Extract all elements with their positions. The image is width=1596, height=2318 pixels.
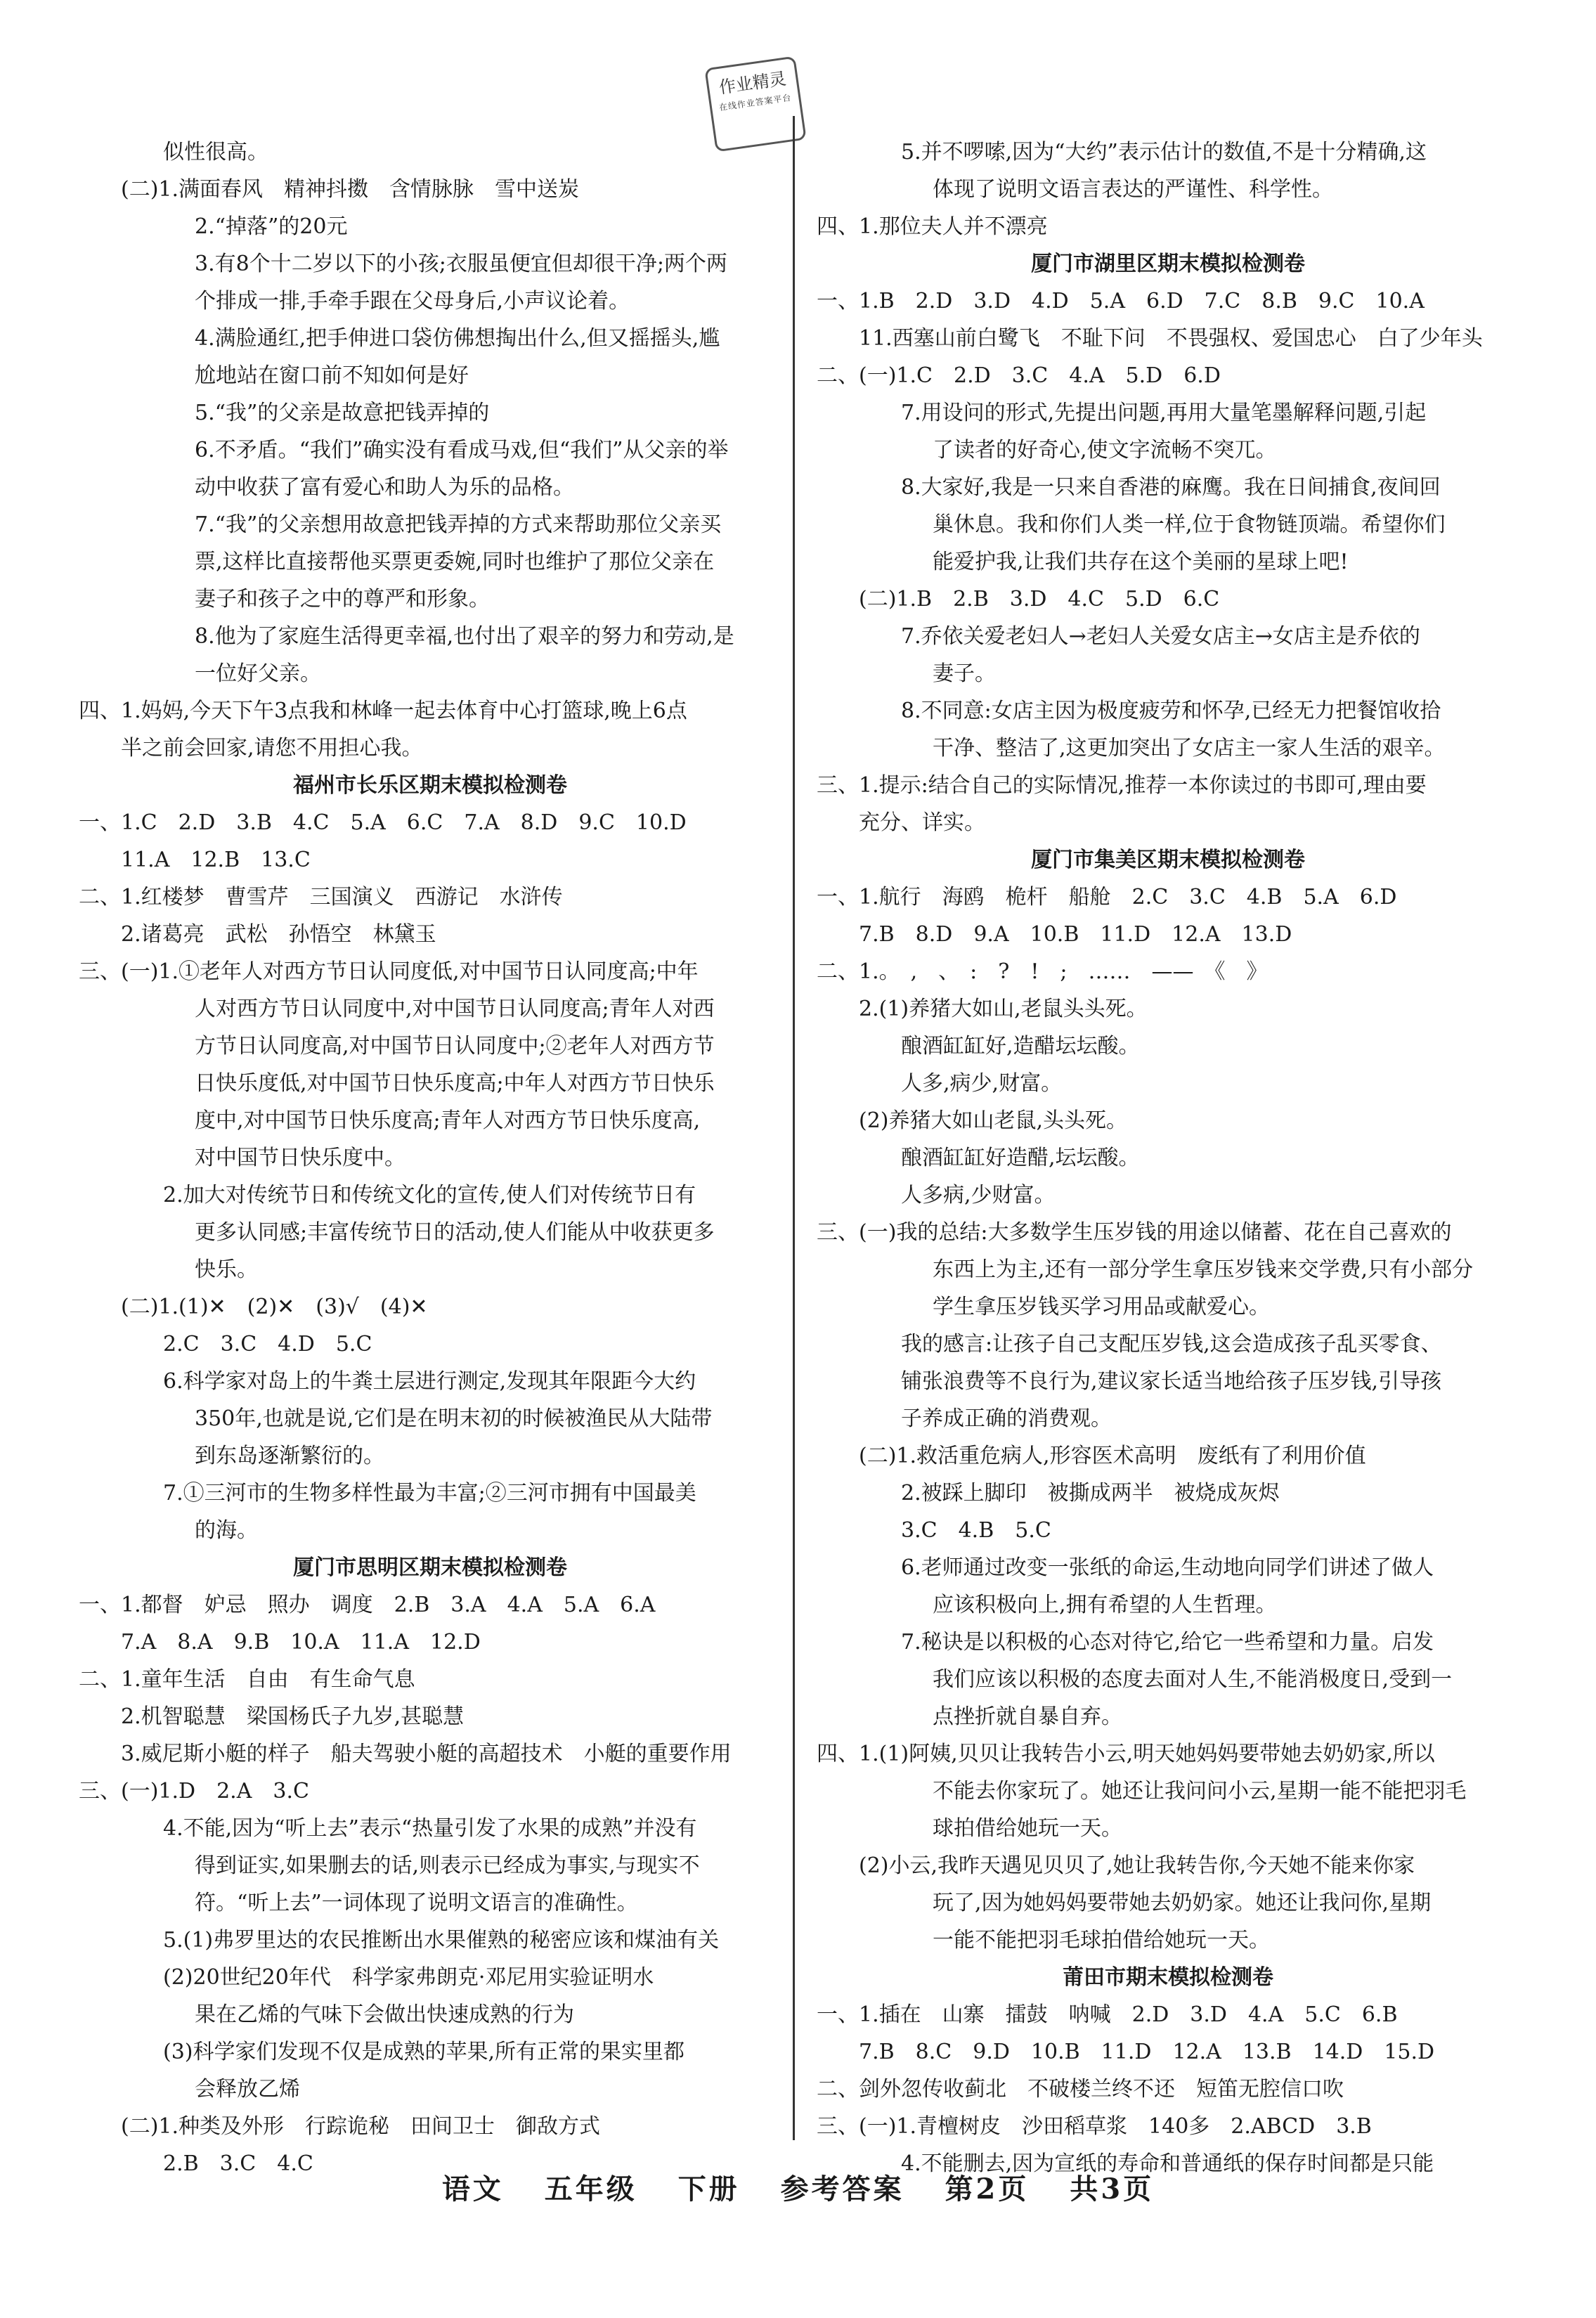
text-line: 7.B 8.C 9.D 10.B 11.D 12.A 13.B 14.D 15.D [859, 2040, 1435, 2064]
text-line: 方节日认同度高,对中国节日认同度中;②老年人对西方节 [195, 1034, 715, 1058]
text-line: 4.不能删去,因为宣纸的寿命和普通纸的保存时间都是只能 [901, 2151, 1434, 2176]
text-line: 日快乐度低,对中国节日快乐度高;中年人对西方节日快乐 [195, 1071, 715, 1096]
text-line: 8.不同意:女店主因为极度疲劳和怀孕,已经无力把餐馆收拾 [901, 699, 1441, 723]
text-line: 6.老师通过改变一张纸的命运,生动地向同学们讲述了做人 [901, 1555, 1434, 1580]
text-line: 7.用设问的形式,先提出问题,再用大量笔墨解释问题,引起 [901, 401, 1427, 425]
footer-grade: 五年级 [544, 2173, 637, 2206]
page-footer [0, 2167, 1596, 2207]
text-line: 人多病,少财富。 [901, 1183, 1056, 1207]
text-line: 2.(1)养猪大如山,老鼠头头死。 [859, 997, 1148, 1021]
text-line: 干净、整洁了,这更加突出了女店主一家人生活的艰辛。 [933, 736, 1446, 760]
text-line: 一、1.C 2.D 3.B 4.C 5.A 6.C 7.A 8.D 9.C 10.D [79, 810, 687, 835]
text-line: 6.不矛盾。“我们”确实没有看成马戏,但“我们”从父亲的举 [195, 438, 729, 462]
text-line: 尬地站在窗口前不知如何是好 [195, 363, 469, 388]
text-line: 4.满脸通红,把手伸进口袋仿佛想掏出什么,但又摇摇头,尴 [195, 326, 720, 351]
text-line: 2.机智聪慧 梁国杨氏子九岁,甚聪慧 [121, 1704, 465, 1729]
section-heading: 厦门市思明区期末模拟检测卷 [293, 1555, 567, 1580]
text-line: 人对西方节日认同度中,对中国节日认同度高;青年人对西 [195, 997, 715, 1021]
text-line: 2.B 3.C 4.C [163, 2151, 313, 2176]
text-line: 度中,对中国节日快乐度高;青年人对西方节日快乐度高, [195, 1108, 701, 1133]
text-line: 7.①三河市的生物多样性最为丰富;②三河市拥有中国最美 [163, 1481, 696, 1506]
footer-volume: 下册 [677, 2173, 740, 2206]
text-line: 充分、详实。 [859, 810, 985, 835]
section-heading: 厦门市湖里区期末模拟检测卷 [1031, 252, 1305, 276]
text-line: 三、1.提示:结合自己的实际情况,推荐一本你读过的书即可,理由要 [817, 773, 1427, 798]
text-line: 东西上为主,还有一部分学生拿压岁钱来交学费,只有小部分 [933, 1257, 1474, 1282]
text-line: 应该积极向上,拥有希望的人生哲理。 [933, 1593, 1277, 1617]
text-line: (二)1.B 2.B 3.D 4.C 5.D 6.C [859, 587, 1220, 611]
text-line: 我的感言:让孩子自己支配压岁钱,这会造成孩子乱买零食、 [901, 1332, 1442, 1357]
text-line: 三、(一)1.青檀树皮 沙田稻草浆 140多 2.ABCD 3.B [817, 2114, 1372, 2139]
text-line: 快乐。 [195, 1257, 258, 1282]
text-line: 二、(一)1.C 2.D 3.C 4.A 5.D 6.D [817, 363, 1221, 388]
text-line: (二)1.满面春风 精神抖擞 含情脉脉 雪中送炭 [121, 177, 580, 202]
footer-total-pages: 共3页 [1070, 2173, 1155, 2206]
text-line: 能爱护我,让我们共存在这个美丽的星球上吧! [933, 550, 1349, 574]
text-line: 6.科学家对岛上的牛粪土层进行测定,发现其年限距今大约 [163, 1369, 696, 1394]
text-line: 半之前会回家,请您不用担心我。 [121, 736, 423, 760]
text-line: 二、1.。 , 、 : ? ! ; …… —— 《 》 [817, 959, 1268, 984]
text-line: 2.“掉落”的20元 [195, 214, 348, 239]
column-divider [793, 116, 795, 2140]
text-line: 4.不能,因为“听上去”表示“热量引发了水果的成熟”并没有 [163, 1816, 697, 1841]
text-line: (2)小云,我昨天遇见贝贝了,她让我转告你,今天她不能来你家 [859, 1853, 1415, 1878]
text-line: (2)20世纪20年代 科学家弗朗克·邓尼用实验证明水 [163, 1965, 654, 1990]
text-line: 巢休息。我和你们人类一样,位于食物链顶端。希望你们 [933, 512, 1446, 537]
text-line: 三、(一)我的总结:大多数学生压岁钱的用途以储蓄、花在自己喜欢的 [817, 1220, 1452, 1245]
text-line: 二、1.红楼梦 曹雪芹 三国演义 西游记 水浒传 [79, 885, 563, 909]
text-line: 7.秘诀是以积极的心态对待它,给它一些希望和力量。启发 [901, 1630, 1434, 1655]
text-line: 5.(1)弗罗里达的农民推断出水果催熟的秘密应该和煤油有关 [163, 1928, 720, 1953]
section-heading: 厦门市集美区期末模拟检测卷 [1031, 848, 1305, 872]
footer-subject: 语文 [441, 2173, 504, 2206]
text-line: 7.乔依关爱老妇人→老妇人关爱女店主→女店主是乔依的 [901, 624, 1420, 649]
text-line: 个排成一排,手牵手跟在父母身后,小声议论着。 [195, 289, 630, 313]
text-line: 350年,也就是说,它们是在明末初的时候被渔民从大陆带 [195, 1406, 713, 1431]
footer-page-number: 第2页 [945, 2173, 1030, 2206]
text-line: (2)养猪大如山老鼠,头头死。 [859, 1108, 1128, 1133]
text-line: 的海。 [195, 1518, 258, 1543]
text-line: 到东岛逐渐繁衍的。 [195, 1444, 384, 1468]
text-line: 四、1.(1)阿姨,贝贝让我转告小云,明天她妈妈要带她去奶奶家,所以 [817, 1742, 1435, 1766]
text-line: 5.并不啰嗦,因为“大约”表示估计的数值,不是十分精确,这 [901, 140, 1427, 164]
text-line: 5.“我”的父亲是故意把钱弄掉的 [195, 401, 490, 425]
text-line: 子养成正确的消费观。 [901, 1406, 1112, 1431]
text-line: 酿酒缸缸好造醋,坛坛酸。 [901, 1146, 1140, 1170]
text-line: 点挫折就自暴自弃。 [933, 1704, 1122, 1729]
text-line: 得到证实,如果删去的话,则表示已经成为事实,与现实不 [195, 1853, 700, 1878]
text-line: 酿酒缸缸好,造醋坛坛酸。 [901, 1034, 1140, 1058]
text-line: 了读者的好奇心,使文字流畅不突兀。 [933, 438, 1277, 462]
text-line: (二)1.(1)✕ (2)✕ (3)√ (4)✕ [121, 1295, 428, 1319]
text-line: 四、1.妈妈,今天下午3点我和林峰一起去体育中心打篮球,晚上6点 [79, 699, 687, 723]
text-line: 三、(一)1.①老年人对西方节日认同度低,对中国节日认同度高;中年 [79, 959, 699, 984]
text-line: 人多,病少,财富。 [901, 1071, 1063, 1096]
text-line: 一位好父亲。 [195, 661, 321, 686]
text-line: 球拍借给她玩一天。 [933, 1816, 1122, 1841]
text-line: (二)1.救活重危病人,形容医术高明 废纸有了利用价值 [859, 1444, 1366, 1468]
text-line: 我们应该以积极的态度去面对人生,不能消极度日,受到一 [933, 1667, 1453, 1692]
text-line: 玩了,因为她妈妈要带她去奶奶家。她还让我问你,星期 [933, 1891, 1432, 1915]
text-line: 妻子和孩子之中的尊严和形象。 [195, 587, 490, 611]
text-line: 一、1.插在 山寨 擂鼓 呐喊 2.D 3.D 4.A 5.C 6.B [817, 2002, 1398, 2027]
text-line: 3.有8个十二岁以下的小孩;衣服虽便宜但却很干净;两个两 [195, 252, 727, 276]
text-line: 不能去你家玩了。她还让我问问小云,星期一能不能把羽毛 [933, 1779, 1467, 1804]
text-line: 11.西塞山前白鹭飞 不耻下问 不畏强权、爱国忠心 白了少年头 [859, 326, 1483, 351]
left-column [79, 134, 781, 2182]
text-line: 会释放乙烯 [195, 2077, 300, 2102]
text-line: 三、(一)1.D 2.A 3.C [79, 1779, 309, 1804]
text-line: 8.他为了家庭生活得更幸福,也付出了艰辛的努力和劳动,是 [195, 624, 734, 649]
text-line: 二、1.童年生活 自由 有生命气息 [79, 1667, 415, 1692]
text-line: 似性很高。 [163, 140, 268, 164]
text-line: 一、1.B 2.D 3.D 4.D 5.A 6.D 7.C 8.B 9.C 10.A [817, 289, 1425, 313]
text-line: 对中国节日快乐度中。 [195, 1146, 406, 1170]
text-line: 四、1.那位夫人并不漂亮 [817, 214, 1048, 239]
text-line: 2.C 3.C 4.D 5.C [163, 1332, 372, 1357]
text-line: 7.B 8.D 9.A 10.B 11.D 12.A 13.D [859, 922, 1292, 947]
text-line: 7.“我”的父亲想用故意把钱弄掉的方式来帮助那位父亲买 [195, 512, 722, 537]
text-line: 票,这样比直接帮他买票更委婉,同时也维护了那位父亲在 [195, 550, 715, 574]
text-line: 11.A 12.B 13.C [121, 848, 311, 872]
text-line: 3.C 4.B 5.C [901, 1518, 1051, 1543]
text-line: 更多认同感;丰富传统节日的活动,使人们能从中收获更多 [195, 1220, 715, 1245]
stamp-subtext: 在线作业答案平台 [718, 92, 793, 113]
text-line: (3)科学家们发现不仅是成熟的苹果,所有正常的果实里都 [163, 2040, 685, 2064]
text-line: 2.加大对传统节日和传统文化的宣传,使人们对传统节日有 [163, 1183, 696, 1207]
text-line: 8.大家好,我是一只来自香港的麻鹰。我在日间捕食,夜间回 [901, 475, 1441, 500]
section-heading: 莆田市期末模拟检测卷 [1063, 1965, 1273, 1990]
text-line: 2.被踩上脚印 被撕成两半 被烧成灰烬 [901, 1481, 1280, 1506]
text-line: 妻子。 [933, 661, 996, 686]
text-line: (二)1.种类及外形 行踪诡秘 田间卫士 御敌方式 [121, 2114, 601, 2139]
text-line: 体现了说明文语言表达的严谨性、科学性。 [933, 177, 1333, 202]
stamp-text: 作业精灵 [718, 68, 788, 98]
text-line: 一、1.航行 海鸥 桅杆 船舱 2.C 3.C 4.B 5.A 6.D [817, 885, 1397, 909]
text-line: 二、剑外忽传收蓟北 不破楼兰终不还 短笛无腔信口吹 [817, 2077, 1344, 2102]
text-line: 7.A 8.A 9.B 10.A 11.A 12.D [121, 1630, 481, 1655]
text-line: 铺张浪费等不良行为,建议家长适当地给孩子压岁钱,引导孩 [901, 1369, 1442, 1394]
text-line: 一、1.都督 妒忌 照办 调度 2.B 3.A 4.A 5.A 6.A [79, 1593, 656, 1617]
text-line: 动中收获了富有爱心和助人为乐的品格。 [195, 475, 574, 500]
text-line: 果在乙烯的气味下会做出快速成熟的行为 [195, 2002, 574, 2027]
text-line: 一能不能把羽毛球拍借给她玩一天。 [933, 1928, 1270, 1953]
section-heading: 福州市长乐区期末模拟检测卷 [293, 773, 567, 798]
text-line: 符。“听上去”一词体现了说明文语言的准确性。 [195, 1891, 638, 1915]
text-line: 3.威尼斯小艇的样子 船夫驾驶小艇的高超技术 小艇的重要作用 [121, 1742, 732, 1766]
text-line: 2.诸葛亮 武松 孙悟空 林黛玉 [121, 922, 436, 947]
text-line: 学生拿压岁钱买学习用品或献爱心。 [933, 1295, 1270, 1319]
footer-title: 参考答案 [780, 2173, 904, 2206]
right-column [817, 134, 1519, 2182]
